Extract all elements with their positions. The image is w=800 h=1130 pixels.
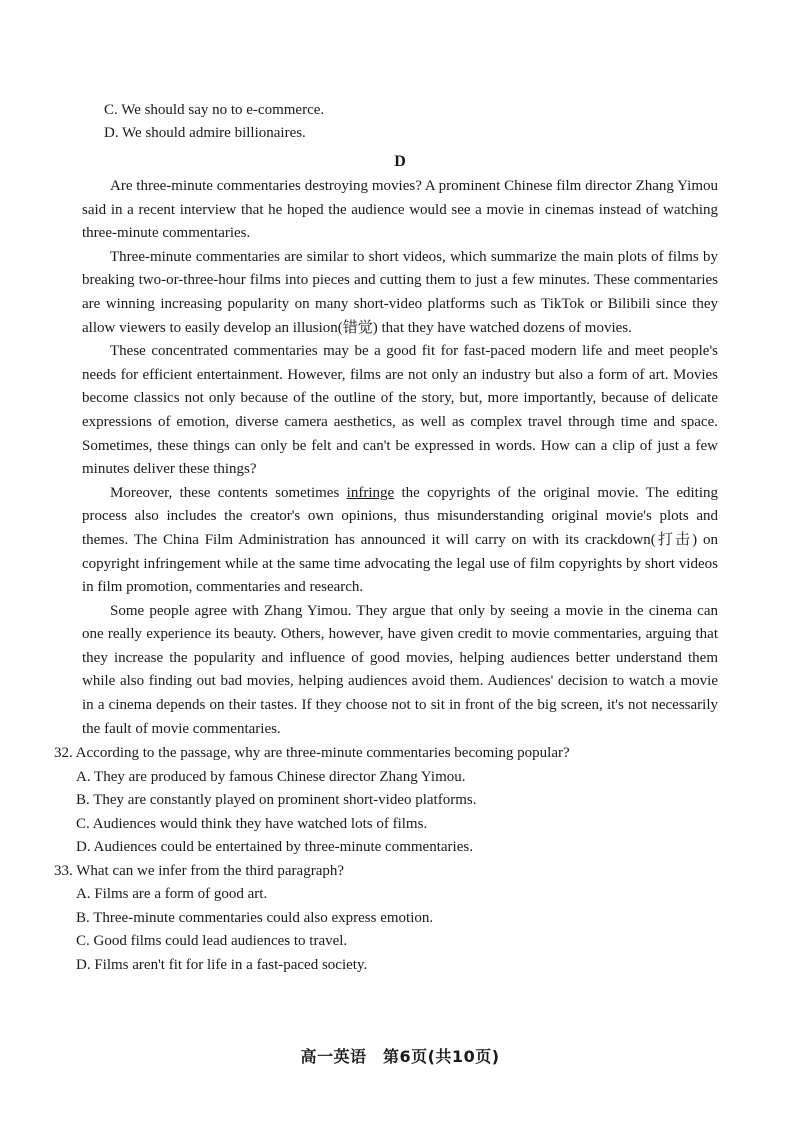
question-option: A. Films are a form of good art. — [76, 886, 268, 903]
paragraph-1: Are three-minute commentaries destroying movies? A prominent Chinese film director Zhang Yimou said in a recent interview that he hoped the audience would see a movie in cinemas instead of watching three-minute commentaries. — [82, 178, 718, 242]
question-option: C. Good films could lead audiences to travel. — [76, 933, 348, 950]
paragraph-3: These concentrated commentaries may be a good fit for fast-paced modern life and meet people's needs for efficient entertainment. However, films are not only an industry but also a form of art. Movies become classics not only because of the outline of the story, but, more importantly, because of delicate expressions of emotion, diverse camera aesthetics, as well as complex travel through time and space. Sometimes, these things can only be felt and can't be expressed in words. How can a clip of just a few minutes deliver these things? — [82, 343, 718, 478]
question-32 — [54, 742, 718, 860]
question-33 — [54, 860, 718, 978]
option-d: D. We should admire billionaires. — [104, 125, 306, 141]
passage-d — [54, 148, 718, 977]
paragraph-4-rest: the copyrights of the original movie. The editing process also includes the creator's own opinions, thus misunderstanding original movie's plots and themes. The China Film Administration has announced it will carry on with its crackdown(打击) on copyright infringement while at the same time advocating the legal use of film copyrights by short videos in film promotion, commentaries and research. — [82, 484, 718, 596]
question-option: D. Films aren't fit for life in a fast-paced society. — [76, 956, 368, 973]
paragraph-4 — [82, 482, 718, 600]
paragraph-5: Some people agree with Zhang Yimou. They argue that only by seeing a movie in the cinema can one really experience its beauty. Others, however, have given credit to movie commentaries, arguing that they increase the popularity and influence of good movies, helping audiences better understand them while also finding out bad movies, helping audiences avoid them. Audiences' decision to watch a movie in a cinema depends on their tastes. If they choose not to sit in front of the big screen, it's not necessarily the fault of movie commentaries. — [82, 602, 718, 737]
question-option: B. Three-minute commentaries could also express emotion. — [76, 909, 434, 926]
question-option: B. They are constantly played on prominent short-video platforms. — [76, 792, 477, 809]
underlined-word: infringe — [346, 484, 395, 501]
option-c: C. We should say no to e-commerce. — [104, 102, 325, 118]
page-footer: 高一英语 第6页(共10页) — [300, 1047, 500, 1066]
question-option: C. Audiences would think they have watched lots of films. — [76, 815, 428, 832]
section-letter: D — [394, 153, 406, 170]
paragraph-4-start: Moreover, these contents sometimes — [110, 484, 347, 501]
question-option: D. Audiences could be entertained by three-minute commentaries. — [76, 839, 473, 856]
paragraph-2: Three-minute commentaries are similar to short videos, which summarize the main plots of films by breaking two-or-three-hour films into pieces and cutting them to just a few minutes. These commentaries are winning increasing popularity on many short-video platforms such as TikTok or Bilibili since they allow viewers to easily develop an illusion(错觉) that they have watched dozens of movies. — [82, 248, 718, 336]
question-option: A. They are produced by famous Chinese director Zhang Yimou. — [76, 768, 466, 785]
question-stem: 32. According to the passage, why are three-minute commentaries becoming popular? — [54, 745, 570, 762]
question-stem: 33. What can we infer from the third paragraph? — [54, 862, 345, 879]
previous-question-options — [82, 99, 718, 145]
